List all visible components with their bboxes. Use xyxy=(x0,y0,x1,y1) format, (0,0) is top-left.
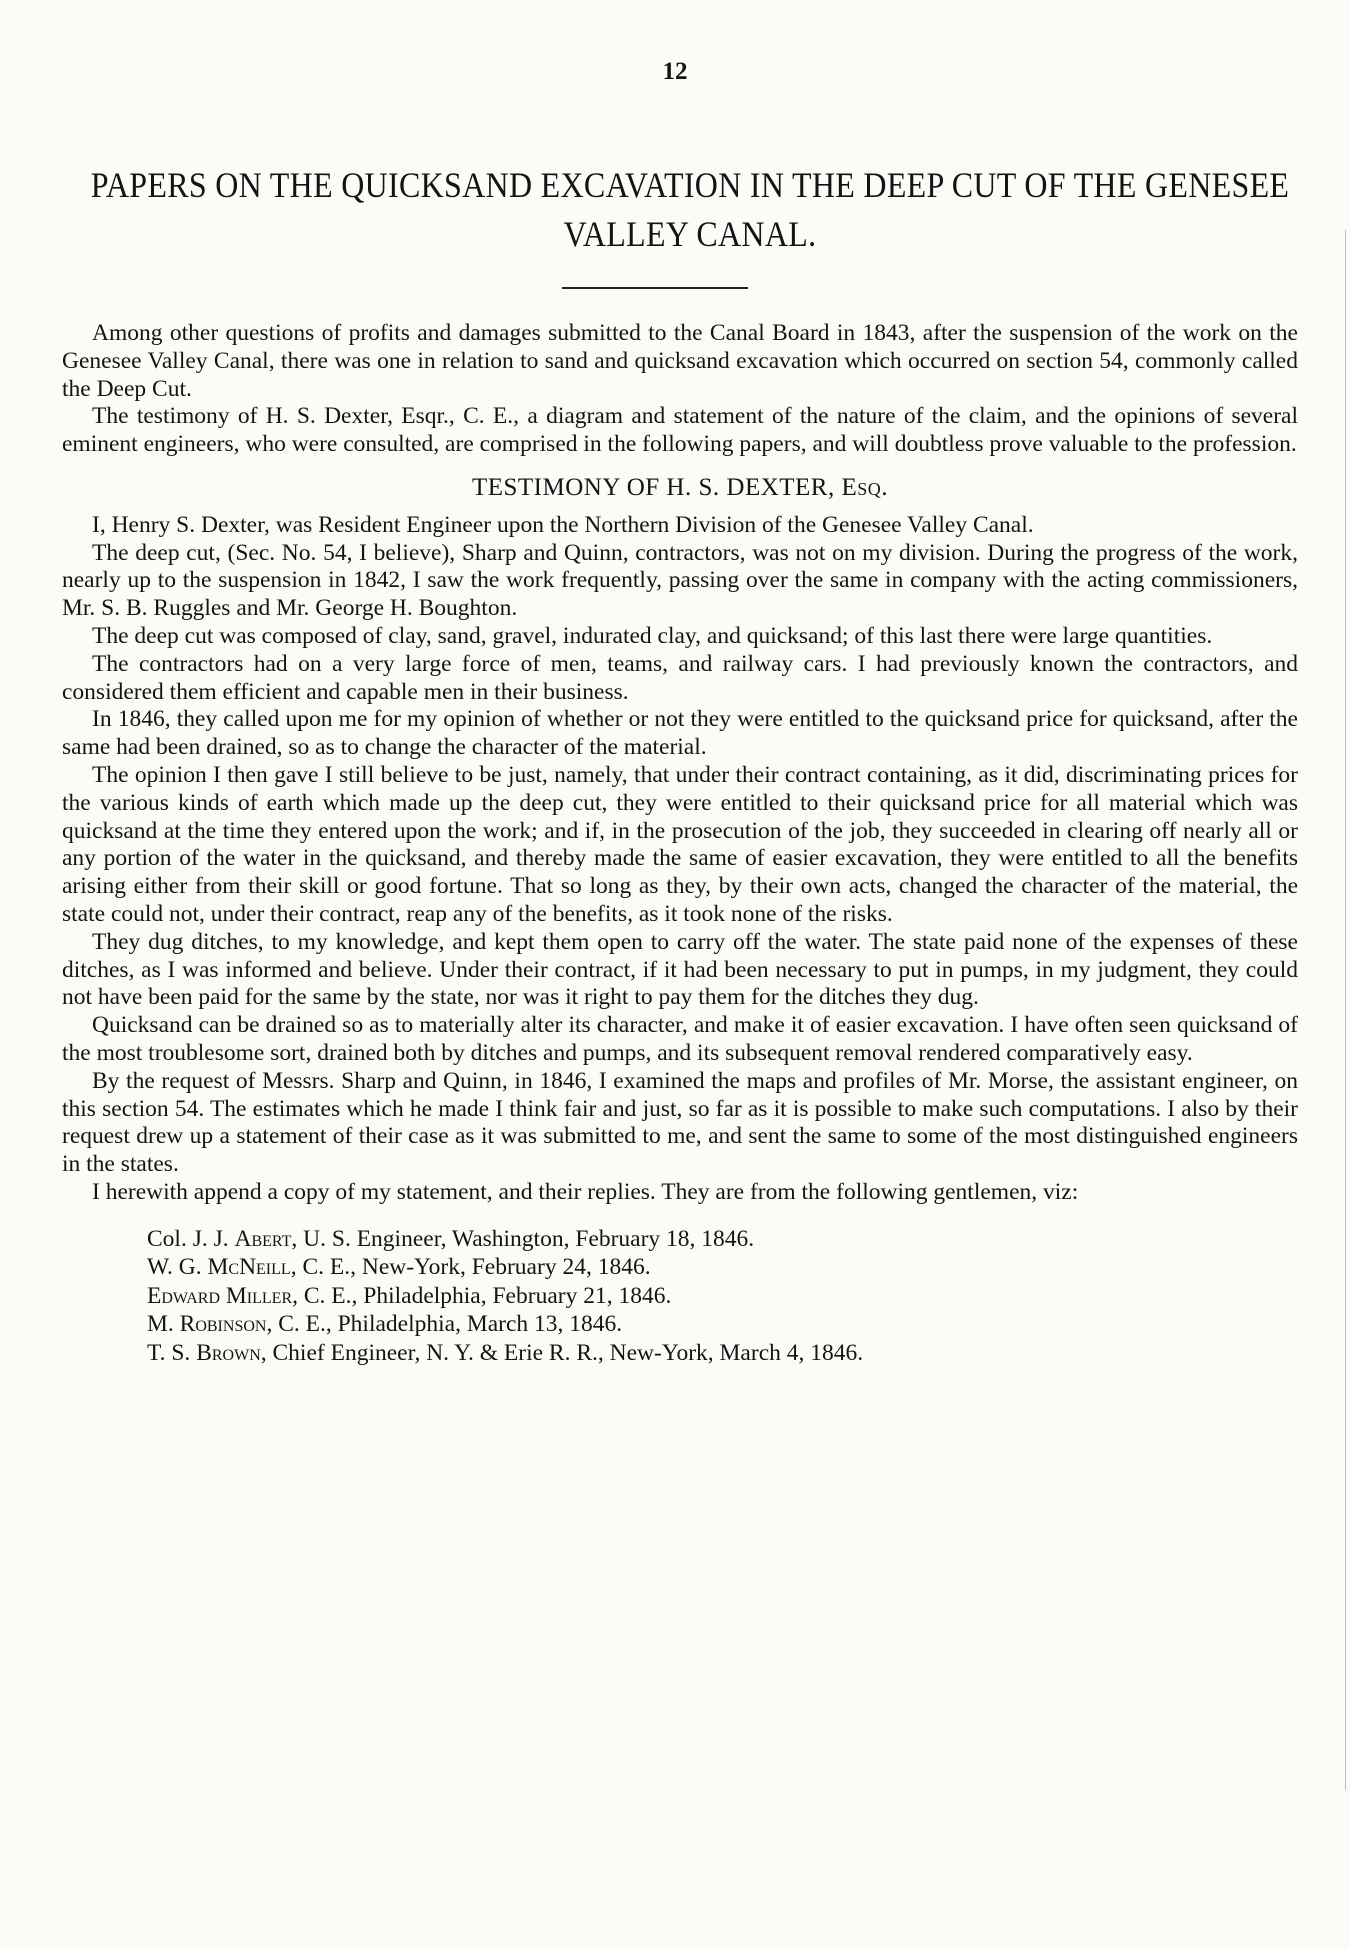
correspondent-details: , C. E., Philadelphia, March 13, 1846. xyxy=(266,1311,623,1338)
correspondent-name: Robinson xyxy=(179,1311,267,1338)
correspondent-name: McNeill xyxy=(207,1254,291,1281)
correspondent-prefix: W. G. xyxy=(147,1254,208,1281)
section-heading-suffix: sq. xyxy=(857,473,889,501)
correspondent-prefix: T. S. xyxy=(147,1339,197,1366)
testimony-paragraph: I, Henry S. Dexter, was Resident Engineer upon the Northern Division of the Genesee Valley Canal. xyxy=(92,511,1034,538)
testimony-paragraph: They dug ditches, to my knowledge, and kept them open to carry off the water. The state paid none of the expenses of these ditches, as I was informed and believe. Under their contract, if it had been necessary to put in pumps, in my judgment, they could not have been paid for the same by the state, nor was it right to pay them for the ditches they dug. xyxy=(62,928,1298,1011)
correspondent-details: , U. S. Engineer, Washington, February 18, 1846. xyxy=(291,1225,755,1252)
correspondent-item xyxy=(147,1339,1298,1368)
correspondent-details: , C. E., Philadelphia, February 21, 1846. xyxy=(292,1282,672,1309)
scan-edge-line xyxy=(1345,230,1346,1790)
testimony-paragraph: Quicksand can be drained so as to materially alter its character, and make it of easier excavation. I have often seen quicksand of the most troublesome sort, drained both by ditches and pumps, and its subsequent removal rendered comparatively easy. xyxy=(62,1012,1298,1066)
section-heading xyxy=(62,474,1298,502)
correspondent-list xyxy=(147,1225,1298,1368)
correspondent-item xyxy=(147,1225,1298,1254)
correspondent-item xyxy=(147,1282,1298,1311)
title-divider xyxy=(562,287,748,289)
correspondent-prefix: M. xyxy=(147,1311,180,1338)
document-title: PAPERS ON THE QUICKSAND EXCAVATION IN THE DEEP CUT OF THE GENESEE VALLEY CANAL. xyxy=(90,164,1290,255)
testimony-paragraph: The deep cut, (Sec. No. 54, I believe), Sharp and Quinn, contractors, was not on my division. During the progress of the work, nearly up to the suspension in 1842, I saw the work frequently, passing over the same in company with the acting commissioners, Mr. S. B. Ruggles and Mr. George H. Boughton. xyxy=(62,539,1298,622)
correspondent-item xyxy=(147,1310,1298,1339)
correspondent-details: , C. E., New-York, February 24, 1846. xyxy=(290,1254,651,1281)
intro-paragraph: Among other questions of profits and damages submitted to the Canal Board in 1843, after the suspension of the work on the Genesee Valley Canal, there was one in relation to sand and quicksand excavation which occurred on section 54, commonly called the Deep Cut. xyxy=(62,320,1298,402)
correspondent-item xyxy=(147,1253,1298,1282)
intro-paragraph: The testimony of H. S. Dexter, Esqr., C. E., a diagram and statement of the nature of the claim, and the opinions of several eminent engineers, who were consulted, are comprised in the following papers, and will doubtless prove valuable to the profession. xyxy=(62,403,1298,458)
testimony-paragraph: I herewith append a copy of my statement, and their replies. They are from the following gentlemen, viz: xyxy=(92,1178,1079,1205)
testimony-paragraph: In 1846, they called upon me for my opinion of whether or not they were entitled to the quicksand price for quicksand, after the same had been drained, so as to change the character of the material. xyxy=(62,706,1298,761)
testimony-paragraph: The opinion I then gave I still believe to be just, namely, that under their contract containing, as it did, discriminating prices for the various kinds of earth which made up the deep cut, they were entitled to their quicksand price for all material which was quicksand at the time they entered upon the work; and if, in the prosecution of the job, they succeeded in clearing off nearly all or any portion of the water in the quicksand, and thereby made the same of easier excavation, they were entitled to all the benefits arising either from their skill or good fortune. That so long as they, by their own acts, changed the character of the material, the state could not, under their contract, reap any of the benefits, as it took none of the risks. xyxy=(62,761,1298,927)
section-heading-main: TESTIMONY OF H. S. DEXTER, E xyxy=(471,473,858,501)
testimony-paragraph: The contractors had on a very large force of men, teams, and railway cars. I had previously known the contractors, and considered them efficient and capable men in their business. xyxy=(62,650,1298,705)
correspondent-name: Brown xyxy=(196,1339,261,1366)
correspondent-name: Abert xyxy=(234,1225,292,1252)
correspondent-name: Edward Miller xyxy=(147,1282,293,1309)
correspondent-prefix: Col. J. J. xyxy=(147,1225,235,1252)
page-number: 12 xyxy=(662,58,688,85)
correspondent-details: , Chief Engineer, N. Y. & Erie R. R., New-York, March 4, 1846. xyxy=(260,1339,864,1366)
testimony-paragraph: The deep cut was composed of clay, sand, gravel, indurated clay, and quicksand; of this last there were large quantities. xyxy=(92,622,1213,649)
testimony-paragraph: By the request of Messrs. Sharp and Quinn, in 1846, I examined the maps and profiles of Mr. Morse, the assistant engineer, on this section 54. The estimates which he made I think fair and just, so far as it is possible to make such computations. I also by their request drew up a statement of their case as it was submitted to me, and sent the same to some of the most distinguished engineers in the states. xyxy=(62,1067,1298,1178)
document-body xyxy=(62,320,1298,1367)
